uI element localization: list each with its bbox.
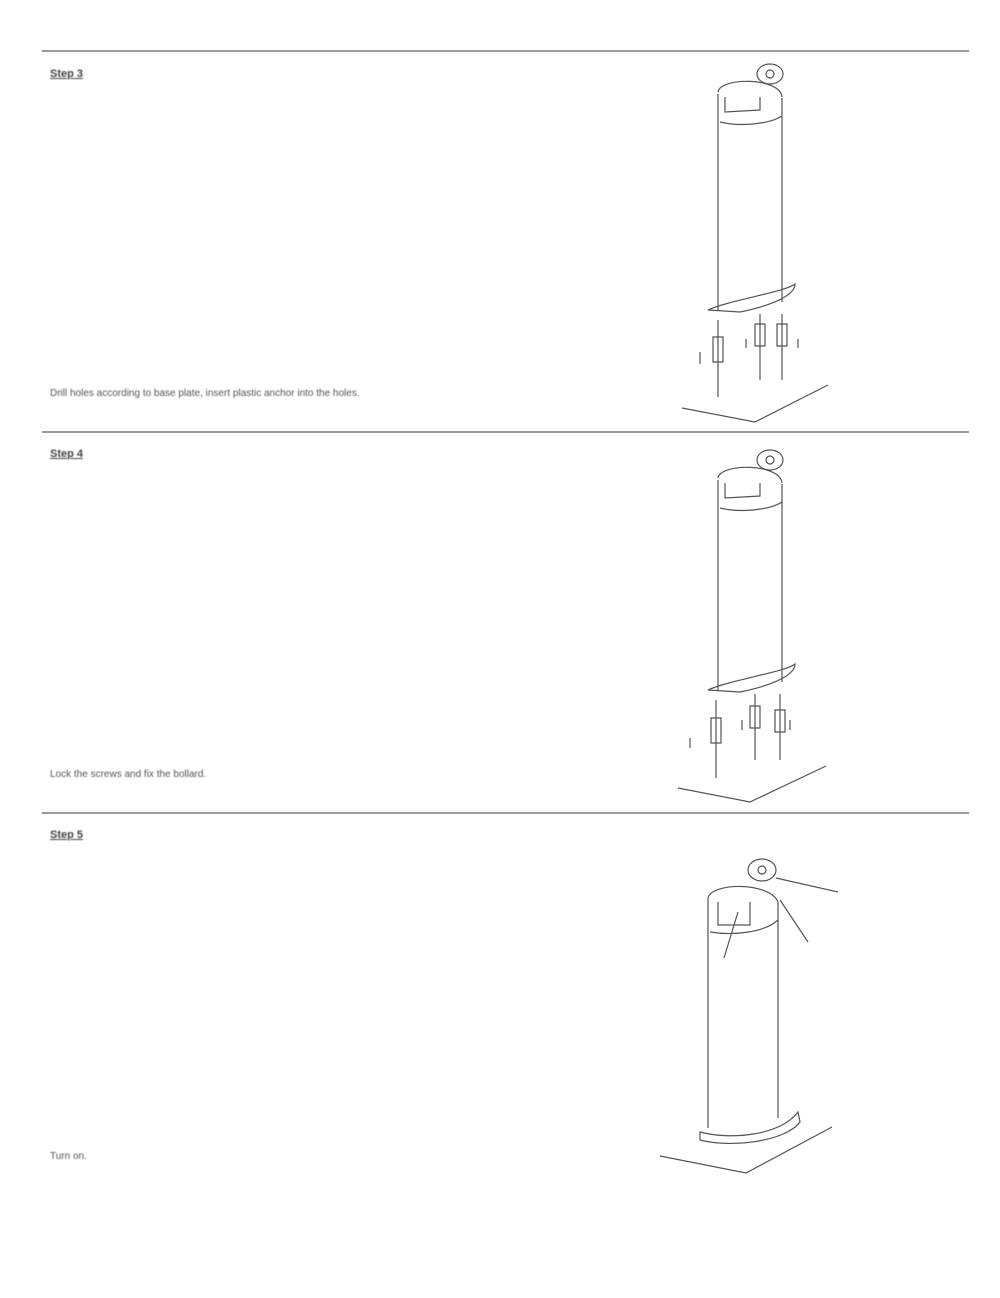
step-label: Step 5 [50,829,84,841]
step-label: Step 3 [50,68,84,80]
bollard-screw-drawing [660,438,860,808]
section-divider [42,812,969,814]
bollard-anchor-drawing [660,52,860,432]
step-label: Step 4 [50,448,84,460]
section-divider [42,431,969,433]
step-instruction: Lock the screws and fix the bollard. [50,769,207,780]
step-instruction: Drill holes according to base plate, insert plastic anchor into the holes. [50,388,360,399]
bollard-installed-drawing [660,840,860,1180]
step-instruction: Turn on. [50,1151,87,1162]
